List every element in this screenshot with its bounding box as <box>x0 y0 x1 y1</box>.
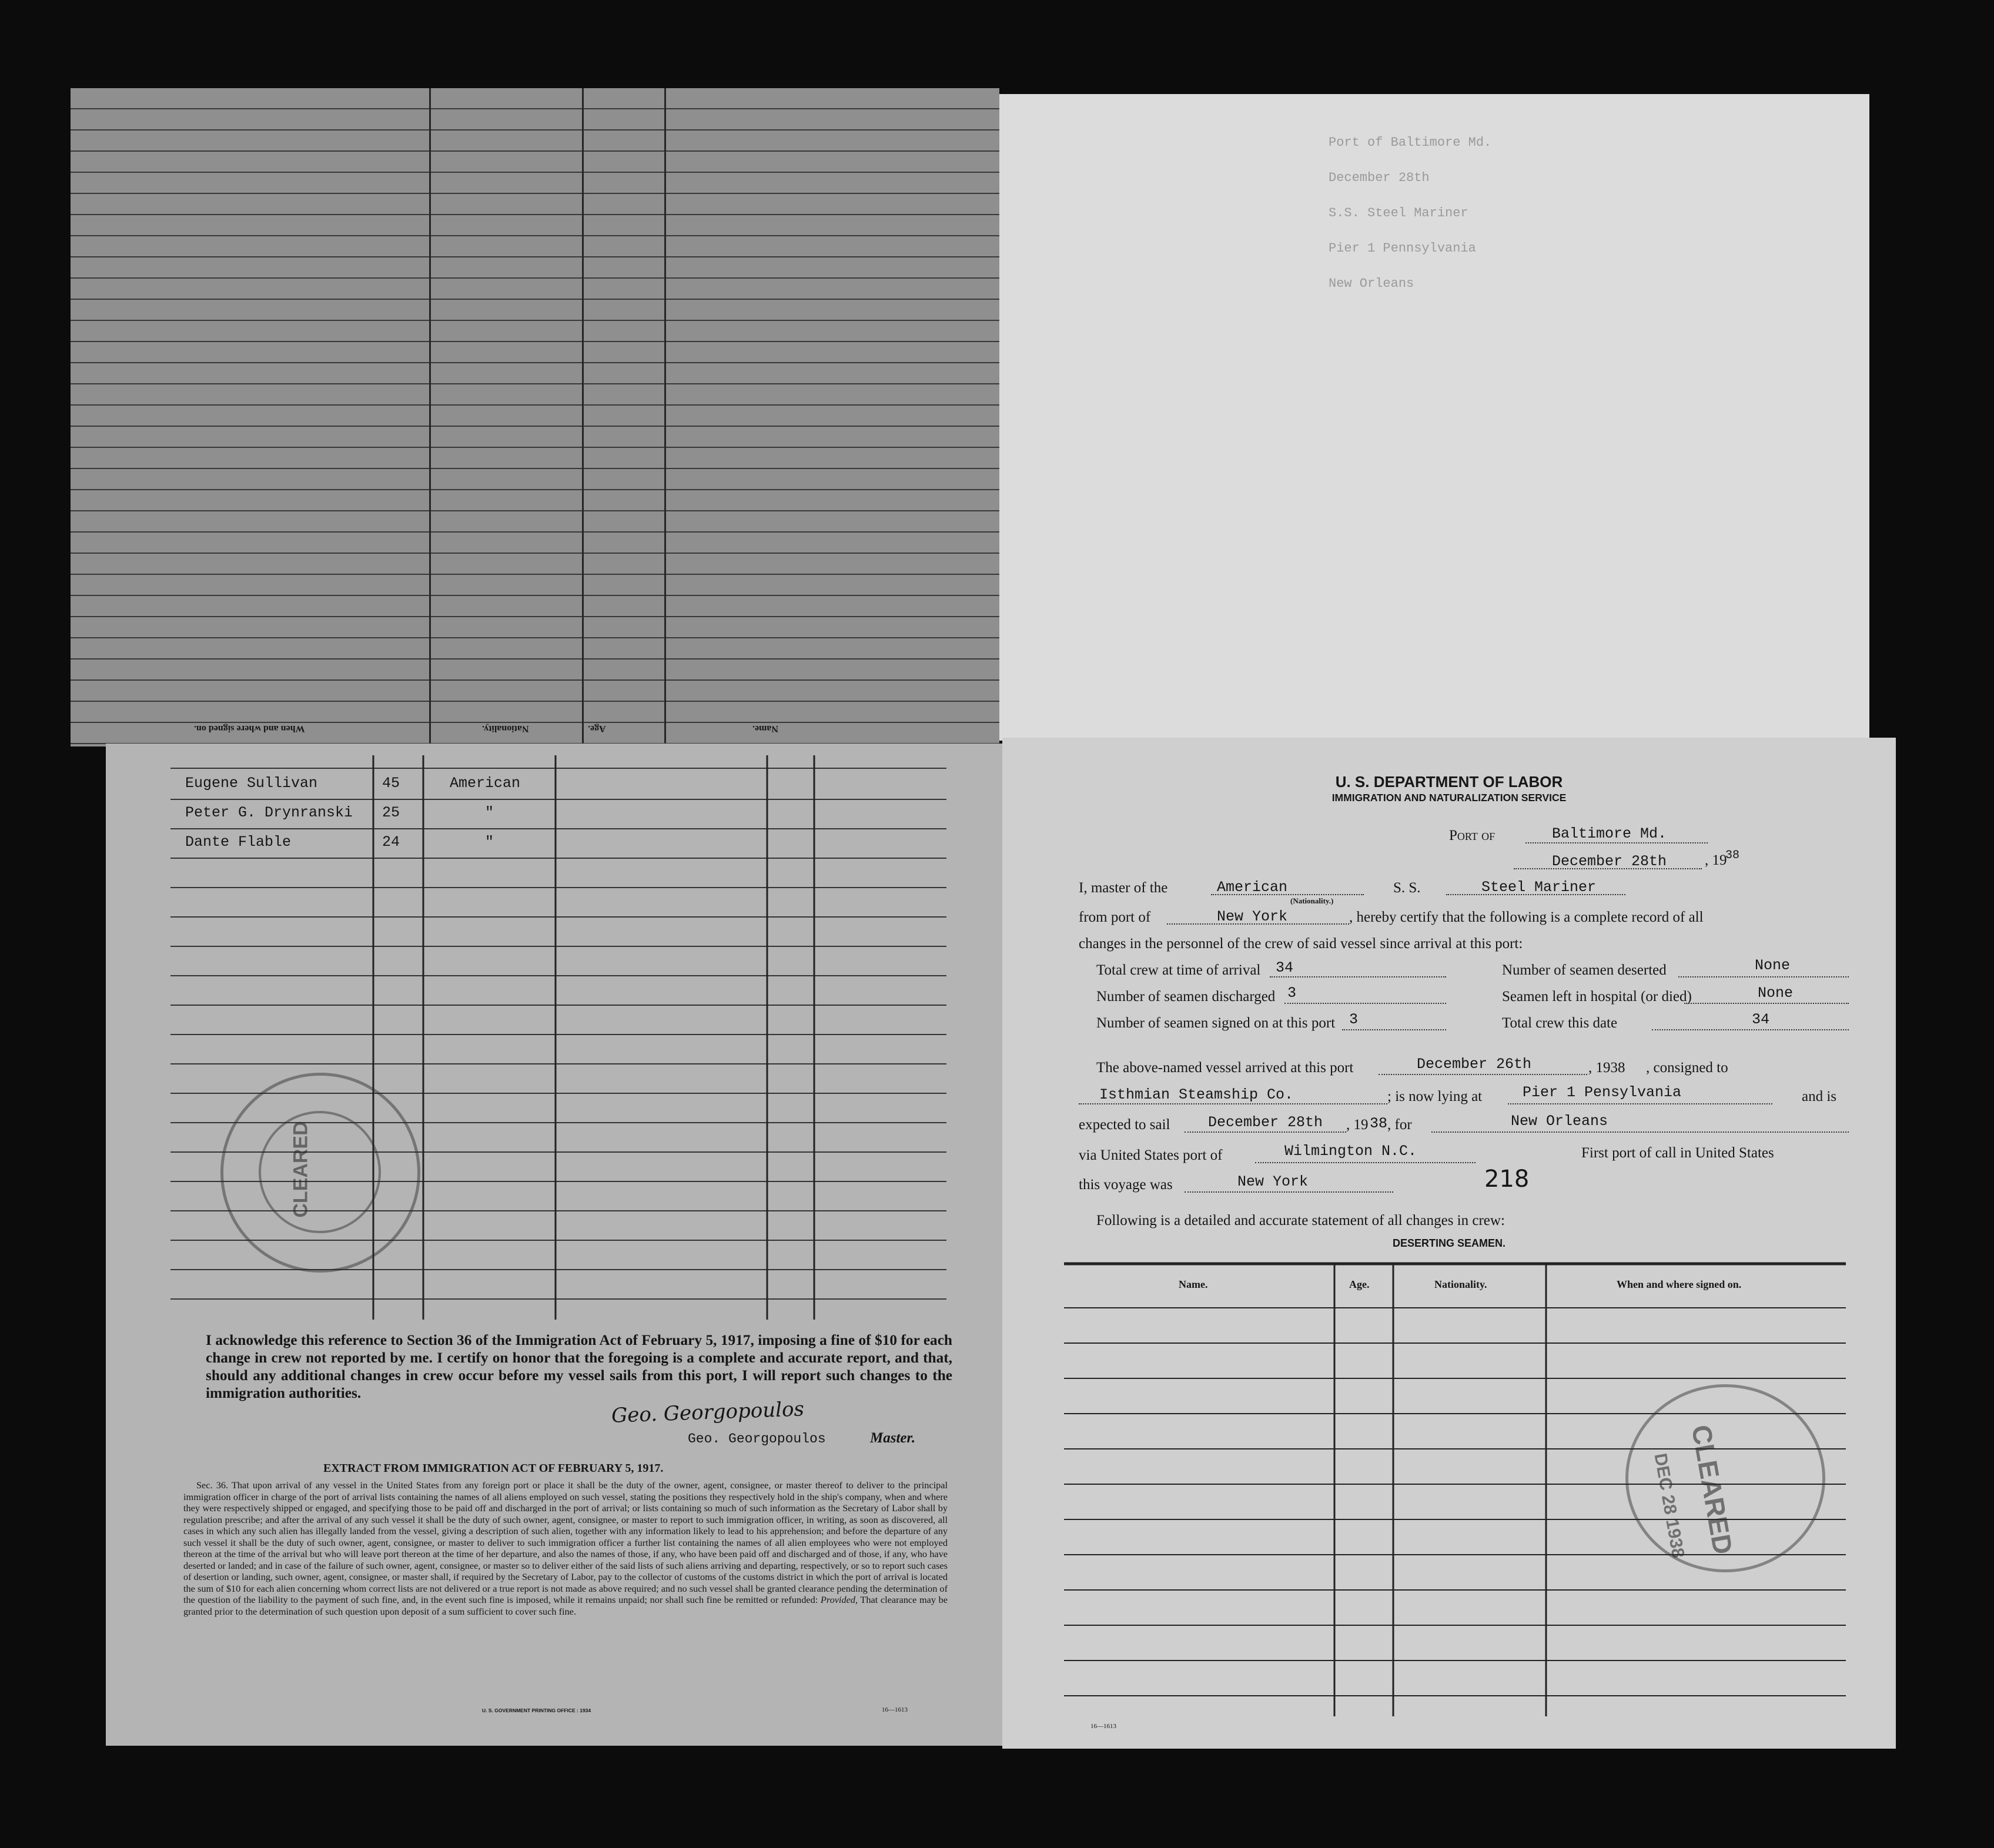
crew-age-cell: 25 <box>382 804 400 821</box>
column-divider <box>429 88 431 746</box>
discharged-value: 3 <box>1287 985 1297 1002</box>
section-body: That upon arrival of any vessel in the United States from any foreign port or place it shall be the duty of the owner, agent, consignee, or master thereof to deliver to the principal immigration officer in charge of the port of arrival lists containing the names of all aliens employed on such vessel, stating the positions they respectively hold in the ship's company, when and where they were respectively shipped or engaged, and specifying those to be paid off and discharged in the port of arrival; or lists containing so much of such information as the Secretary of Labor shall by regulation prescribe; and after the arrival of any such vessel it shall be the duty of such owner, agent, consignee, or master to report to such immigration officer, in writing, as soon as discovered, all cases in which any such alien has illegally landed from the vessel, giving a description of such alien, together with any information likely to lead to his apprehension; and before the departure of any such vessel it shall be the duty of such owner, agent, consignee, or master to deliver to such immigration officer a further list containing the names of all alien employees who were not employed thereon at the time of the arrival but who will leave port thereon at the time of her departure, and also the names of those, if any, who have been paid off and discharged and of those, if any, who have deserted or landed; and in case of the failure of such owner, agent, consignee, or master so to deliver either of the said lists of such aliens arriving and departing, respectively, or so to report such cases of desertion or landing, such owner, agent, consignee, or master shall, if required by the Secretary of Labor, pay to the collector of customs of the customs district in which the port of arrival is located the sum of $10 for each alien concerning whom correct lists are not delivered or a true report is not made as above required; and no such vessel shall be granted clearance pending the determination of the question of the liability to the payment of such fine, and, in the event such fine is imposed, while it remains unpaid; nor shall such fine be remitted or refunded: <box>183 1479 948 1605</box>
header-nationality: Nationality. <box>482 724 529 734</box>
proviso-body: That clearance may be granted prior to the determination of such question upon deposit of a sum sufficient to cover such fine. <box>183 1594 948 1617</box>
total-crew-arrival-label: Total crew at time of arrival <box>1096 962 1261 978</box>
via-value: Wilmington N.C. <box>1284 1143 1417 1160</box>
signed-on-value: 3 <box>1349 1011 1359 1028</box>
master-label: I, master of the <box>1079 880 1168 896</box>
signed-on-label: Number of seamen signed on at this port <box>1096 1015 1336 1031</box>
arrived-label: The above-named vessel arrived at this port <box>1096 1060 1354 1076</box>
handwritten-number: 218 <box>1484 1166 1530 1193</box>
for-label: , for <box>1387 1117 1412 1133</box>
deserted-value: None <box>1755 957 1791 974</box>
discharged-label: Number of seamen discharged <box>1096 989 1276 1005</box>
stamp-date: DEC 28 1938 <box>1650 1452 1688 1560</box>
vessel-name: Steel Mariner <box>1481 879 1597 896</box>
year-value: 38 <box>1725 849 1740 862</box>
table-header-nationality: Nationality. <box>1434 1278 1487 1290</box>
expected-year: 38 <box>1370 1115 1388 1132</box>
crew-age-cell: 24 <box>382 833 400 851</box>
lying-label: ; is now lying at <box>1387 1089 1483 1104</box>
header-age: Age. <box>588 724 606 734</box>
stamp-label: CLEARED <box>289 1121 312 1218</box>
faint-text-line: Pier 1 Pennsylvania <box>1329 241 1476 256</box>
table-header-age: Age. <box>1349 1278 1370 1290</box>
changes-text: changes in the personnel of the crew of said vessel since arrival at this port: <box>1079 936 1523 952</box>
ss-label: S. S. <box>1393 880 1421 896</box>
section-label: Sec. 36. <box>196 1479 229 1491</box>
total-crew-date-label: Total crew this date <box>1502 1015 1618 1031</box>
expected-value: December 28th <box>1208 1114 1323 1131</box>
expected-year-prefix: , 19 <box>1346 1117 1369 1133</box>
master-title: Master. <box>870 1430 916 1446</box>
header-name: Name. <box>752 724 778 734</box>
total-crew-date-value: 34 <box>1752 1011 1770 1028</box>
faint-text-line: Port of Baltimore Md. <box>1329 135 1492 150</box>
expected-label: expected to sail <box>1079 1117 1170 1133</box>
extract-section-36 <box>183 1479 948 1617</box>
from-port-value: New York <box>1217 908 1288 925</box>
nationality-value: American <box>1217 879 1288 896</box>
via-label: via United States port of <box>1079 1147 1223 1163</box>
destination-value: New Orleans <box>1511 1113 1608 1130</box>
service-title: IMMIGRATION AND NATURALIZATION SERVICE <box>1331 792 1567 804</box>
form-number-left: 16—1613 <box>882 1706 908 1713</box>
from-port-label: from port of <box>1079 909 1151 925</box>
voyage-label: this voyage was <box>1079 1177 1173 1193</box>
faint-text-line: S.S. Steel Mariner <box>1329 206 1468 220</box>
crew-nationality-cell: " <box>485 804 494 821</box>
crew-name-cell: Dante Flable <box>185 833 292 851</box>
faint-text-line: New Orleans <box>1329 276 1414 291</box>
top-right-sheet <box>999 94 1869 741</box>
faint-text-line: December 28th <box>1329 170 1430 185</box>
proviso-label: Provided, <box>820 1594 858 1605</box>
master-signature: Geo. Georgopoulos <box>611 1397 805 1428</box>
voyage-value: New York <box>1237 1173 1309 1190</box>
port-label: Port of <box>1449 828 1496 843</box>
top-left-sheet <box>71 88 999 746</box>
arrived-year: , 1938 <box>1588 1060 1625 1076</box>
deserted-label: Number of seamen deserted <box>1502 962 1667 978</box>
year-prefix: , 19 <box>1705 852 1727 868</box>
master-typed-name: Geo. Georgopoulos <box>688 1431 826 1447</box>
port-value: Baltimore Md. <box>1552 825 1667 842</box>
acknowledgement-text: I acknowledge this reference to Section 36 of the Immigration Act of February 5, 1917, imposing a fine of $10 for each change in crew not reported by me. I certify on honor that the foregoing is a complete and accurate report, and that, should any additional changes in crew occur before my vessel sails from this port, I will report such changes to the immigration authorities. <box>206 1332 952 1401</box>
and-is: and is <box>1802 1089 1837 1104</box>
stamp-inner-ring <box>259 1111 381 1233</box>
consignee-value: Isthmian Steamship Co. <box>1099 1086 1294 1103</box>
crew-age-cell: 45 <box>382 775 400 792</box>
crew-name-cell: Peter G. Drynranski <box>185 804 353 821</box>
lying-value: Pier 1 Pensylvania <box>1523 1084 1682 1101</box>
hospital-value: None <box>1758 985 1794 1002</box>
crew-nationality-cell: American <box>450 775 521 792</box>
crew-nationality-cell: " <box>485 833 494 851</box>
department-title: U. S. DEPARTMENT OF LABOR <box>1335 773 1563 791</box>
total-crew-arrival-value: 34 <box>1276 959 1294 976</box>
consigned-label: , consigned to <box>1646 1060 1728 1076</box>
deserting-seamen-table <box>1002 738 1896 1749</box>
clearance-stamp <box>220 1073 420 1273</box>
following-text: Following is a detailed and accurate statement of all changes in crew: <box>1096 1213 1505 1228</box>
nationality-caption: (Nationality.) <box>1290 896 1334 905</box>
extract-title: EXTRACT FROM IMMIGRATION ACT OF FEBRUARY 5, 1917. <box>323 1462 664 1475</box>
printer-line: U. S. GOVERNMENT PRINTING OFFICE : 1934 <box>482 1708 591 1713</box>
column-divider <box>664 88 666 746</box>
table-header-signed-on: When and where signed on. <box>1617 1278 1742 1290</box>
certify-text: , hereby certify that the following is a complete record of all <box>1349 909 1704 925</box>
first-port-label: First port of call in United States <box>1581 1145 1774 1161</box>
bottom-left-sheet <box>106 744 1005 1746</box>
header-when-signed-on: When and where signed on. <box>194 724 305 734</box>
clearance-stamp <box>1625 1384 1825 1572</box>
crew-name-cell: Eugene Sullivan <box>185 775 318 792</box>
deserting-title: DESERTING SEAMEN. <box>1392 1237 1506 1249</box>
table-header-name: Name. <box>1179 1278 1208 1290</box>
date-value: December 28th <box>1552 853 1667 870</box>
stamp-label: CLEARED <box>1685 1422 1739 1557</box>
hospital-label: Seamen left in hospital (or died) <box>1502 989 1692 1005</box>
arrived-value: December 26th <box>1417 1056 1532 1073</box>
column-divider <box>582 88 584 746</box>
bottom-right-sheet <box>1002 738 1896 1749</box>
form-number-right: 16—1613 <box>1090 1723 1116 1730</box>
